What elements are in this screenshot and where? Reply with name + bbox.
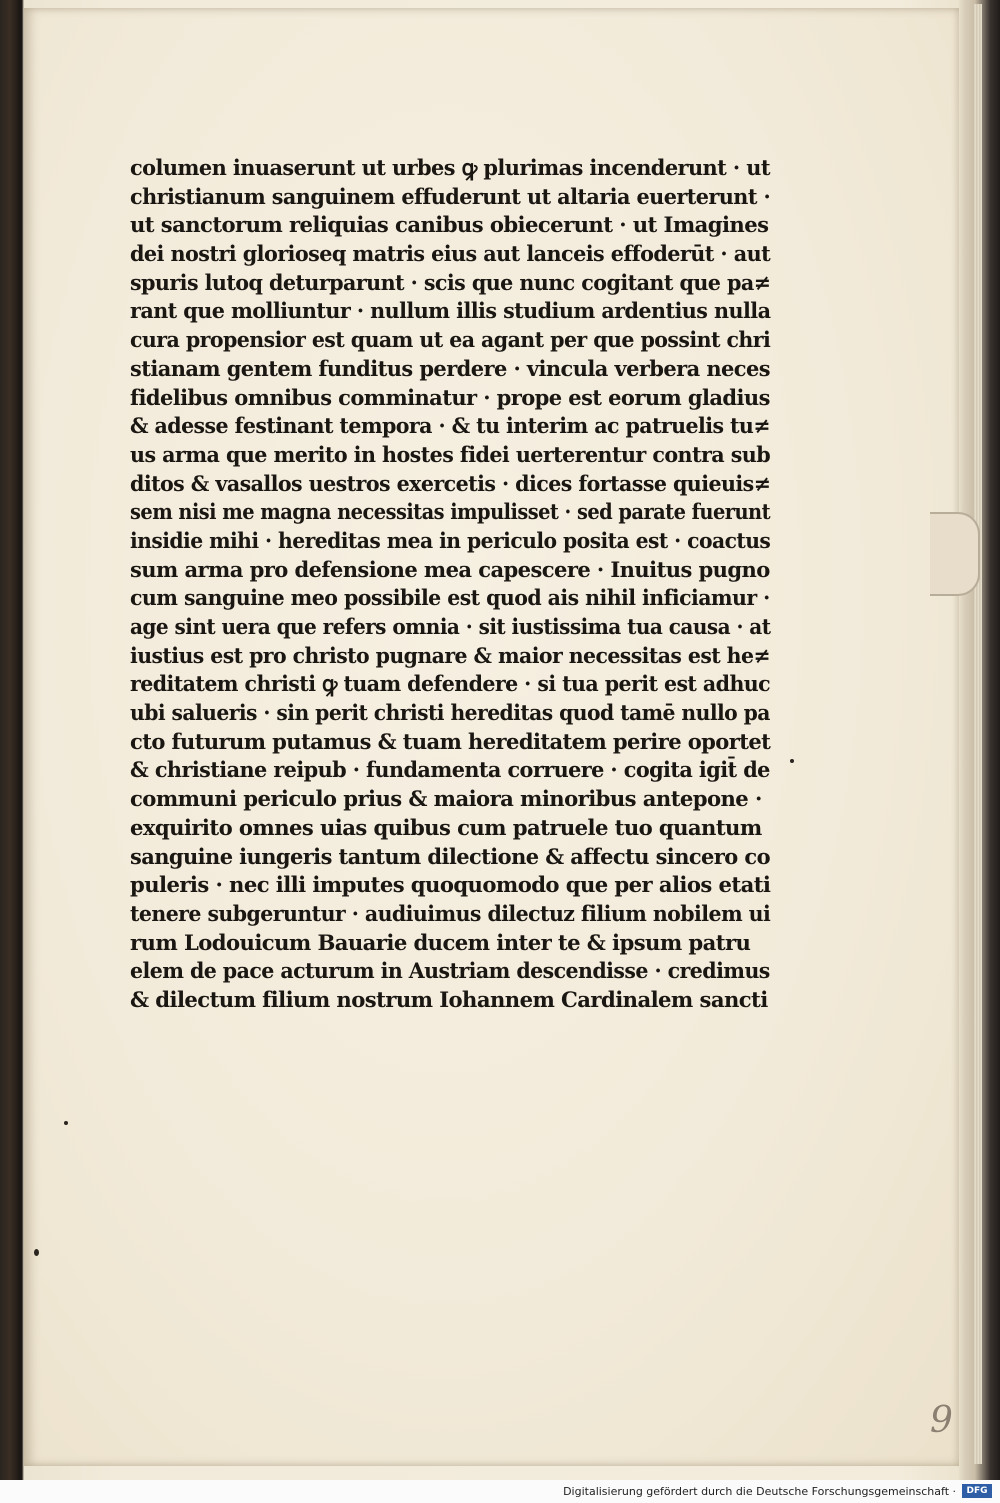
text-line: age sint uera que refers omnia · sit iustissima tua causa · at — [130, 615, 771, 640]
text-line: puleris · nec illi imputes quoquomodo que per alios etati — [130, 873, 771, 899]
ink-speck — [790, 759, 794, 763]
text-line: & christiane reipub · fundamenta corruere · cogita igit̄ de — [130, 758, 770, 784]
text-line: exquirito omnes uias quibus cum patruele tuo quantum — [130, 815, 762, 841]
text-line: insidie mihi · hereditas mea in periculo posita est · coactus — [130, 528, 771, 554]
text-line: iustius est pro christo pugnare & maior necessitas est he≠ — [130, 643, 770, 669]
text-line: spuris lutoq deturparunt · scis que nunc cogitant que pa≠ — [130, 270, 771, 296]
text-line: sem nisi me magna necessitas impulisset · sed parate fuerunt — [130, 500, 771, 526]
text-line: sum arma pro defensione mea capescere · Inuitus pugno — [130, 557, 770, 583]
text-line: sanguine iungeris tantum dilectione & affectu sincero co — [130, 844, 770, 870]
folio-number: 9 — [930, 1400, 953, 1441]
text-line: cura propensior est quam ut ea agant per que possint chri — [130, 328, 771, 354]
text-line: elem de pace acturum in Austriam descendisse · credimus — [130, 959, 770, 985]
text-line: ubi salueris · sin perit christi hereditas quod tamē nullo pa — [130, 701, 770, 727]
text-line: & adesse festinant tempora · & tu interim ac patruelis tu≠ — [130, 414, 770, 440]
ink-speck — [34, 1249, 39, 1256]
text-line: stianam gentem funditus perdere · vincula verbera neces — [130, 356, 770, 382]
text-line: fidelibus omnibus comminatur · prope est eorum gladius — [130, 385, 770, 411]
text-line: rant que molliuntur · nullum illis studium ardentius nulla — [130, 299, 771, 325]
page-tab-marker — [930, 512, 980, 596]
text-line: cum sanguine meo possibile est quod ais nihil inficiamur · — [130, 586, 770, 612]
text-line: communi periculo prius & maiora minoribus antepone · — [130, 787, 762, 813]
text-line: rum Lodouicum Bauarie ducem inter te & ipsum patru — [130, 930, 751, 956]
text-line: ditos & vasallos uestros exercetis · dices fortasse quieuis≠ — [130, 471, 771, 497]
text-line: christianum sanguinem effuderunt ut altaria euerterunt · — [130, 184, 771, 210]
funding-credit: Digitalisierung gefördert durch die Deutsche Forschungsgemeinschaft · — [563, 1485, 956, 1498]
ink-speck — [64, 1121, 68, 1125]
dfg-logo: DFG — [962, 1484, 992, 1498]
text-line: cto futurum putamus & tuam hereditatem perire oportet — [130, 729, 771, 755]
body-text — [130, 155, 780, 1016]
text-line: & dilectum filium nostrum Iohannem Cardinalem sancti — [130, 987, 768, 1013]
text-line: reditatem christi ꝙ tuam defendere · si tua perit est adhuc — [130, 672, 771, 698]
page-edges — [974, 4, 982, 1464]
text-line: us arma que merito in hostes fidei uerterentur contra sub — [130, 442, 771, 468]
text-line: dei nostri glorioseq matris eius aut lanceis effoderūt · aut — [130, 242, 771, 268]
text-line: ut sanctorum reliquias canibus obiecerunt · ut Imagines — [130, 213, 769, 239]
text-line: columen inuaserunt ut urbes ꝙ plurimas incenderunt · ut — [130, 156, 770, 181]
footer-bar — [0, 1480, 1000, 1503]
text-line: tenere subgeruntur · audiuimus dilectuz filium nobilem ui — [130, 901, 771, 927]
